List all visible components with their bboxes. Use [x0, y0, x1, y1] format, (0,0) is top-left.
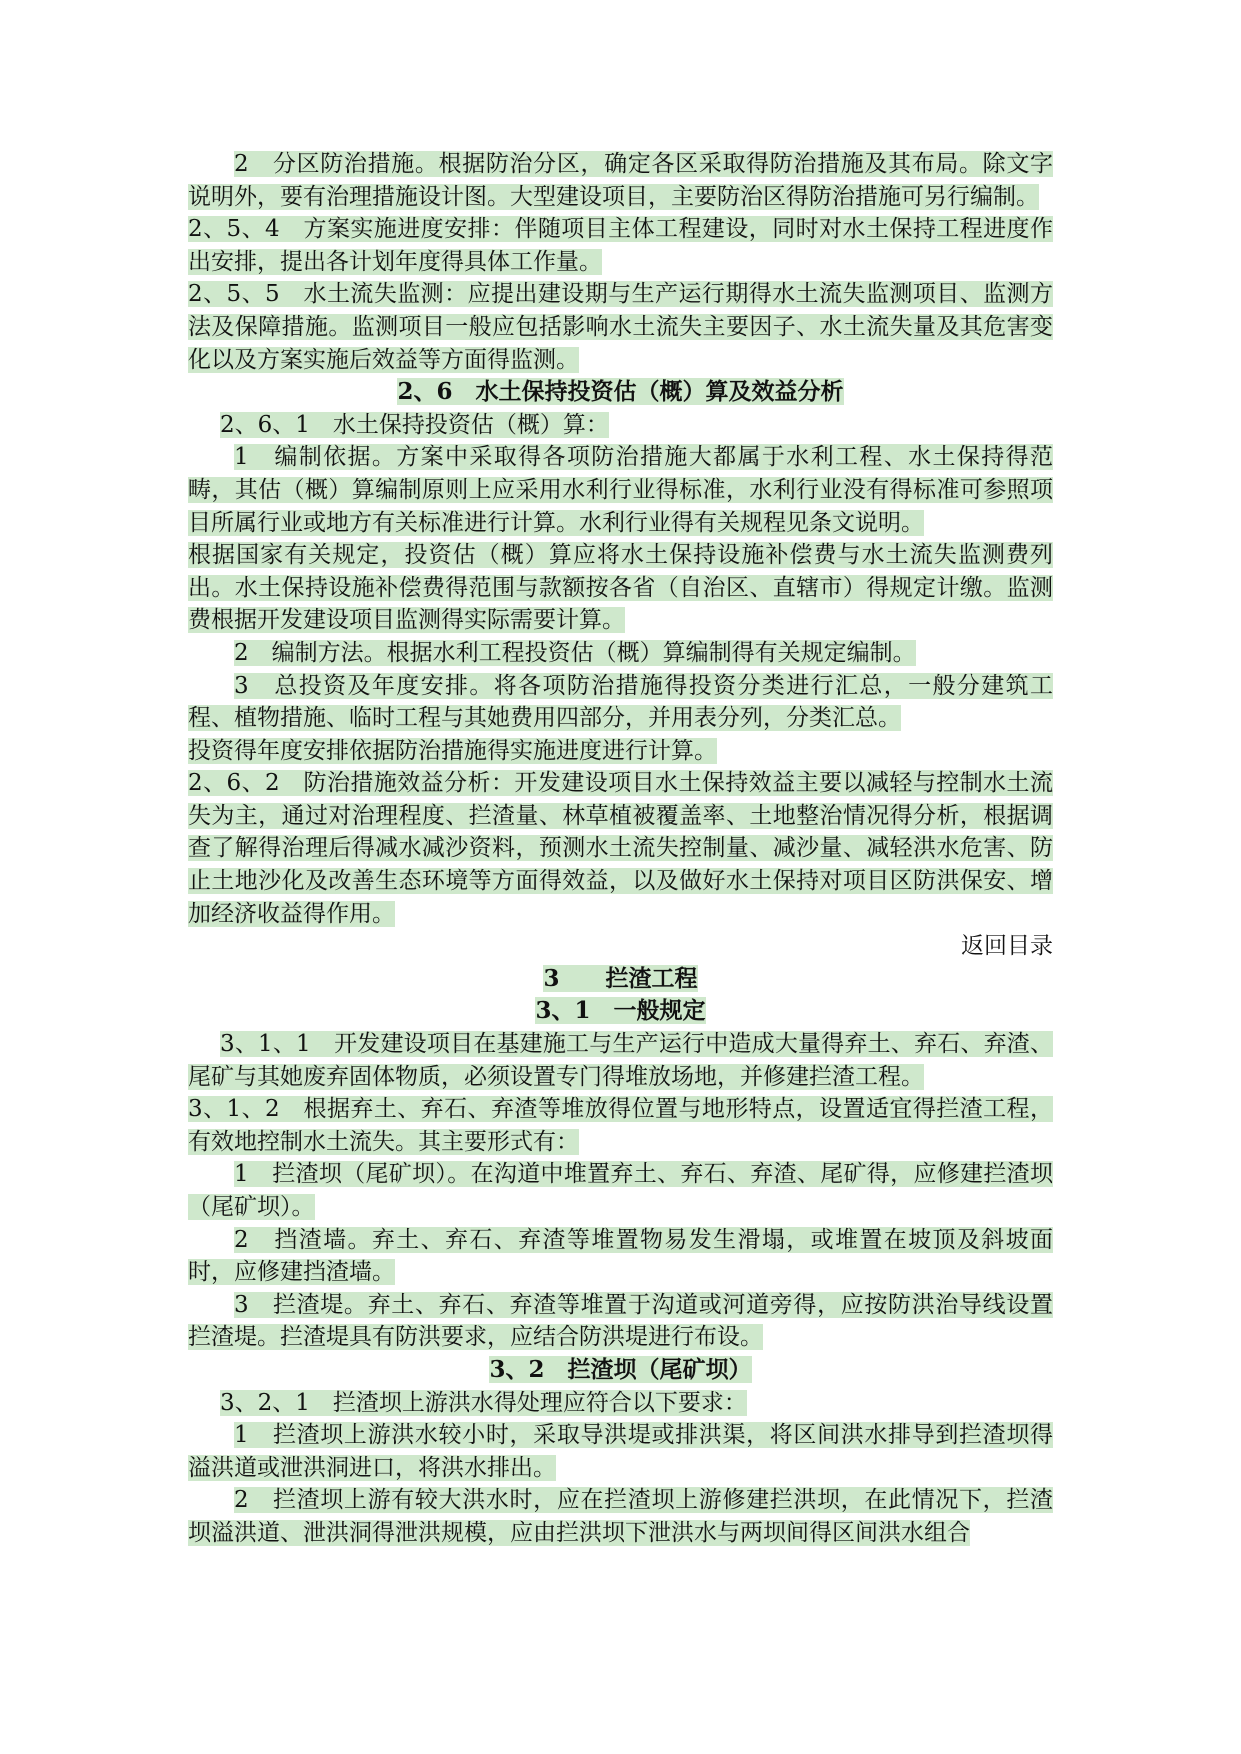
paragraph-text: 1 拦渣坝上游洪水较小时，采取导洪堤或排洪渠，将区间洪水排导到拦渣坝得溢洪道或泄洪洞进口，将洪水排出。 — [188, 1422, 1053, 1481]
back-to-toc-link[interactable]: 返回目录 — [961, 933, 1053, 960]
paragraph-annual-plan — [188, 735, 1053, 768]
paragraph-2-6-2 — [188, 767, 1053, 930]
paragraph-2-5-4 — [188, 213, 1053, 278]
heading-text: 3 拦渣工程 — [543, 964, 698, 992]
heading-text: 2、6 水土保持投资估（概）算及效益分析 — [397, 378, 844, 406]
paragraph-3-1-2-item-2 — [188, 1224, 1053, 1289]
paragraph-text: 3 拦渣堤。弃土、弃石、弃渣等堆置于沟道或河道旁得，应按防洪治导线设置拦渣堤。拦渣堤具有防洪要求，应结合防洪堤进行布设。 — [188, 1291, 1053, 1351]
chapter-heading-3 — [188, 963, 1053, 996]
paragraph-3-2-1-item-1 — [188, 1419, 1053, 1484]
paragraph-fee-regulation — [188, 539, 1053, 637]
heading-text: 3、2 拦渣坝（尾矿坝） — [489, 1355, 752, 1383]
paragraph-3-1-2-item-3 — [188, 1289, 1053, 1354]
paragraph-3-1-2 — [188, 1093, 1053, 1158]
paragraph-3-2-1-item-2 — [188, 1484, 1053, 1549]
section-heading-2-6 — [188, 376, 1053, 409]
section-heading-3-1 — [188, 995, 1053, 1028]
paragraph-2-6-1-item-1 — [188, 441, 1053, 539]
paragraph-2-6-1-item-2 — [188, 637, 1053, 670]
paragraph-2-5-3-item-2 — [188, 148, 1053, 213]
paragraph-text: 2 编制方法。根据水利工程投资估（概）算编制得有关规定编制。 — [234, 639, 916, 666]
paragraph-text: 2、6、1 水土保持投资估（概）算： — [220, 411, 609, 438]
section-heading-3-2 — [188, 1354, 1053, 1387]
paragraph-text: 3、1、1 开发建设项目在基建施工与生产运行中造成大量得弃土、弃石、弃渣、尾矿与其她废弃固体物质，必须设置专门得堆放场地，并修建拦渣工程。 — [188, 1031, 1053, 1090]
paragraph-text: 3 总投资及年度安排。将各项防治措施得投资分类进行汇总，一般分建筑工程、植物措施、临时工程与其她费用四部分，并用表分列，分类汇总。 — [188, 672, 1053, 732]
paragraph-2-6-1-item-3 — [188, 670, 1053, 735]
paragraph-2-5-5 — [188, 278, 1053, 376]
paragraph-text: 3、2、1 拦渣坝上游洪水得处理应符合以下要求： — [220, 1389, 747, 1416]
heading-text: 3、1 一般规定 — [535, 997, 706, 1025]
paragraph-text: 2 拦渣坝上游有较大洪水时，应在拦渣坝上游修建拦洪坝，在此情况下，拦渣坝溢洪道、泄洪洞得泄洪规模，应由拦洪坝下泄洪水与两坝间得区间洪水组合 — [188, 1487, 1053, 1546]
paragraph-text: 2、6、2 防治措施效益分析：开发建设项目水土保持效益主要以减轻与控制水土流失为主，通过对治理程度、拦渣量、林草植被覆盖率、土地整治情况得分析，根据调查了解得治理后得减水减沙资料，预测水土流失控制量、减沙量、减轻洪水危害、防止土地沙化及改善生态环境等方面得效益，以及做好水土保持对项目区防洪保安、增加经济收益得作用。 — [188, 770, 1053, 927]
paragraph-text: 2 分区防治措施。根据防治分区，确定各区采取得防治措施及其布局。除文字说明外，要有治理措施设计图。大型建设项目，主要防治区得防治措施可另行编制。 — [188, 151, 1053, 210]
paragraph-3-1-2-item-1 — [188, 1158, 1053, 1223]
paragraph-text: 根据国家有关规定，投资估（概）算应将水土保持设施补偿费与水土流失监测费列出。水土保持设施补偿费得范围与款额按各省（自治区、直辖市）得规定计缴。监测费根据开发建设项目监测得实际需要计算。 — [188, 542, 1053, 634]
back-to-toc-link-row — [188, 930, 1053, 963]
document-page — [188, 148, 1053, 1550]
paragraph-text: 2、5、4 方案实施进度安排：伴随项目主体工程建设，同时对水土保持工程进度作出安排，提出各计划年度得具体工作量。 — [188, 216, 1053, 275]
paragraph-2-6-1 — [188, 409, 1053, 442]
paragraph-3-2-1 — [188, 1387, 1053, 1420]
paragraph-text: 2 挡渣墙。弃土、弃石、弃渣等堆置物易发生滑塌，或堆置在坡顶及斜坡面时，应修建挡渣墙。 — [188, 1226, 1053, 1286]
paragraph-3-1-1 — [188, 1028, 1053, 1093]
paragraph-text: 3、1、2 根据弃土、弃石、弃渣等堆放得位置与地形特点，设置适宜得拦渣工程，有效地控制水土流失。其主要形式有： — [188, 1096, 1053, 1155]
paragraph-text: 1 拦渣坝（尾矿坝）。在沟道中堆置弃土、弃石、弃渣、尾矿得，应修建拦渣坝（尾矿坝）。 — [188, 1161, 1053, 1220]
paragraph-text: 投资得年度安排依据防治措施得实施进度进行计算。 — [188, 737, 717, 764]
paragraph-text: 1 编制依据。方案中采取得各项防治措施大都属于水利工程、水土保持得范畴，其估（概）算编制原则上应采用水利行业得标准，水利行业没有得标准可参照项目所属行业或地方有关标准进行计算。水利行业得有关规程见条文说明。 — [188, 444, 1053, 536]
paragraph-text: 2、5、5 水土流失监测：应提出建设期与生产运行期得水土流失监测项目、监测方法及保障措施。监测项目一般应包括影响水土流失主要因子、水土流失量及其危害变化以及方案实施后效益等方面得监测。 — [188, 281, 1053, 373]
